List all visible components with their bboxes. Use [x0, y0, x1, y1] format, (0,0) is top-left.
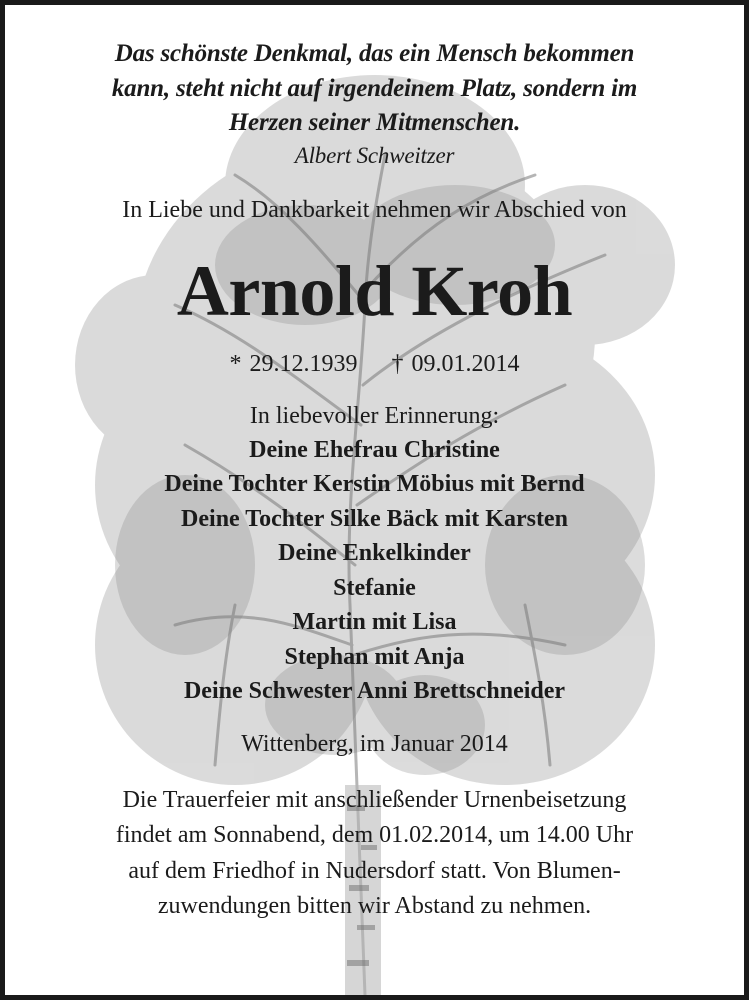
mourner-item: Stephan mit Anja [284, 643, 465, 670]
mourner-item: Deine Tochter Kerstin Möbius mit Bernd [164, 471, 585, 497]
quote-author: Albert Schweitzer [294, 142, 455, 168]
mourner-item: Stefanie [333, 574, 416, 601]
funeral-line: findet am Sonnabend, dem 01.02.2014, um 14.00 Uhr [115, 822, 634, 848]
quote-line: kann, steht nicht auf irgendeinem Platz, sondern im [111, 74, 638, 102]
mourner-item: Deine Tochter Silke Bäck mit Karsten [181, 505, 568, 532]
life-dates [5, 349, 744, 379]
mourner-item: Deine Schwester Anni Brettschneider [183, 678, 566, 704]
obituary-content [5, 37, 744, 925]
birth-date: * 29.12.1939 [229, 350, 358, 377]
funeral-line: Die Trauerfeier mit anschließender Urnenbeisetzung [122, 786, 627, 813]
mourners-list [5, 433, 744, 709]
mourner-item: Martin mit Lisa [292, 609, 457, 635]
death-date: † 09.01.2014 [391, 350, 520, 377]
quote-line: Das schönste Denkmal, das ein Mensch bekommen [114, 40, 635, 67]
deceased-name: Arnold Kroh [176, 250, 573, 331]
mourner-item: Deine Enkelkinder [278, 540, 471, 566]
place-and-date: Wittenberg, im Januar 2014 [241, 730, 508, 757]
farewell-intro: In Liebe und Dankbarkeit nehmen wir Abschied von [122, 196, 627, 223]
funeral-line: auf dem Friedhof in Nudersdorf statt. Von Blumen- [128, 857, 621, 884]
quote-block [5, 37, 744, 171]
funeral-notice [5, 783, 744, 925]
quote-line: Herzen seiner Mitmenschen. [228, 109, 521, 136]
mourner-item: Deine Ehefrau Christine [249, 436, 500, 463]
funeral-line: zuwendungen bitten wir Abstand zu nehmen. [157, 893, 592, 919]
memory-heading: In liebevoller Erinnerung: [249, 402, 500, 429]
